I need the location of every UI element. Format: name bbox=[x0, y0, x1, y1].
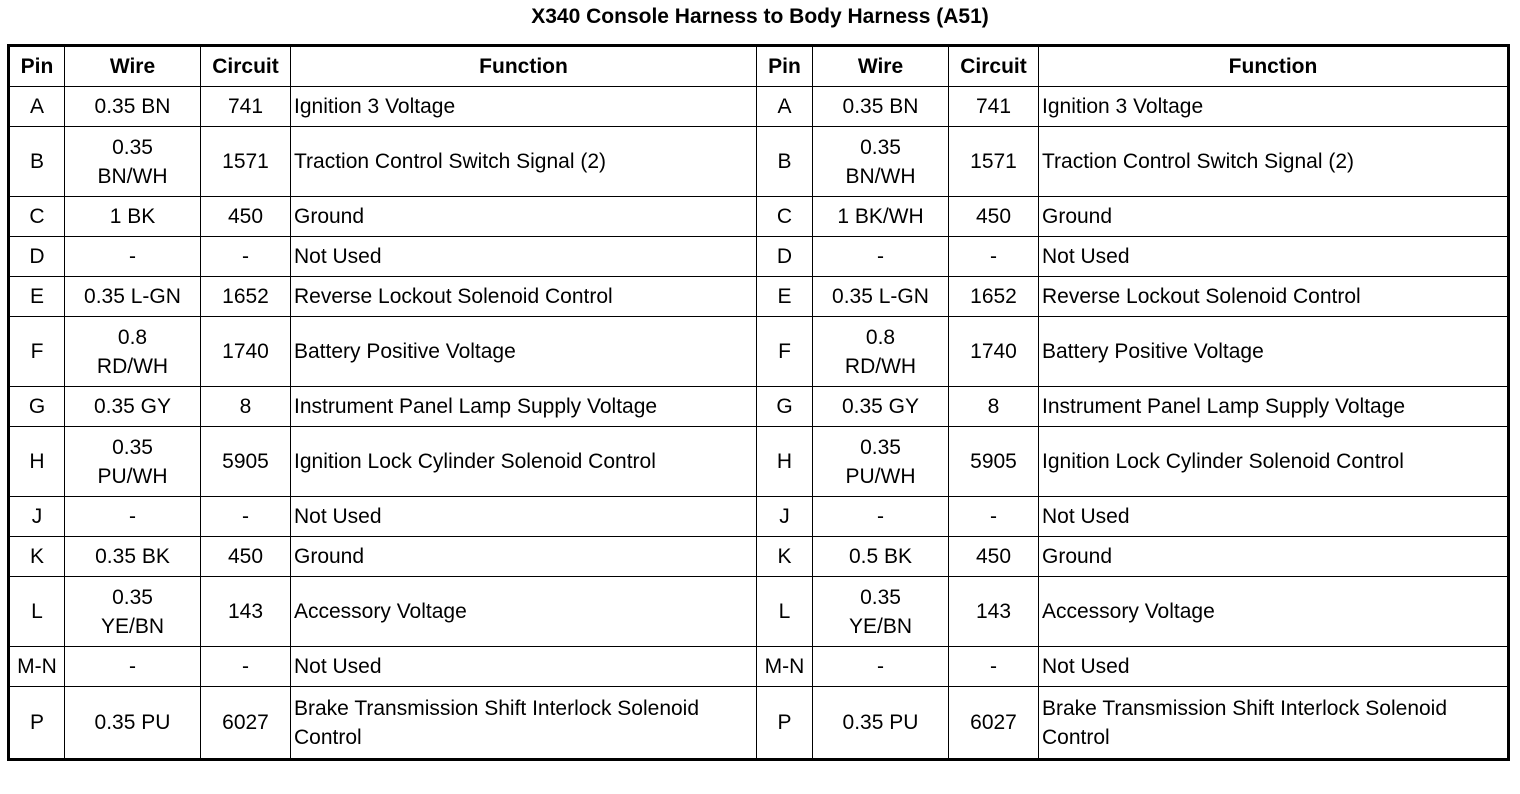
left-wire-cell: 0.35 PU bbox=[65, 687, 201, 760]
left-pin-cell: J bbox=[9, 497, 65, 537]
left-pin-cell: K bbox=[9, 537, 65, 577]
left-circuit-cell: - bbox=[201, 237, 291, 277]
left-pin-cell: A bbox=[9, 87, 65, 127]
right-wire-cell: - bbox=[813, 647, 949, 687]
right-pin-cell: B bbox=[757, 127, 813, 197]
right-function-cell: Reverse Lockout Solenoid Control bbox=[1039, 277, 1509, 317]
right-circuit-cell: 8 bbox=[949, 387, 1039, 427]
right-circuit-cell: 5905 bbox=[949, 427, 1039, 497]
right-pin-cell: L bbox=[757, 577, 813, 647]
left-wire-cell: 0.35 BK bbox=[65, 537, 201, 577]
header-function: Function bbox=[291, 46, 757, 87]
right-function-cell: Instrument Panel Lamp Supply Voltage bbox=[1039, 387, 1509, 427]
table-row bbox=[9, 87, 1509, 127]
left-circuit-cell: 1652 bbox=[201, 277, 291, 317]
right-circuit-cell: - bbox=[949, 647, 1039, 687]
left-function-cell: Ignition Lock Cylinder Solenoid Control bbox=[291, 427, 757, 497]
header-pin: Pin bbox=[9, 46, 65, 87]
right-circuit-cell: - bbox=[949, 237, 1039, 277]
table-row bbox=[9, 387, 1509, 427]
table-row bbox=[9, 537, 1509, 577]
right-pin-cell: K bbox=[757, 537, 813, 577]
left-circuit-cell: 6027 bbox=[201, 687, 291, 760]
left-wire-cell bbox=[65, 577, 201, 647]
left-circuit-cell: 450 bbox=[201, 537, 291, 577]
right-wire-text: 0.35 YE/BN bbox=[848, 585, 913, 638]
right-function-cell: Ignition 3 Voltage bbox=[1039, 87, 1509, 127]
right-pin-cell: H bbox=[757, 427, 813, 497]
right-function-cell: Not Used bbox=[1039, 647, 1509, 687]
right-wire-cell bbox=[813, 317, 949, 387]
left-circuit-cell: 450 bbox=[201, 197, 291, 237]
left-pin-cell: E bbox=[9, 277, 65, 317]
left-wire-text: 0.8 RD/WH bbox=[96, 325, 169, 378]
left-function-cell: Traction Control Switch Signal (2) bbox=[291, 127, 757, 197]
right-function-cell: Accessory Voltage bbox=[1039, 577, 1509, 647]
left-function-cell: Brake Transmission Shift Interlock Solenoid Control bbox=[291, 687, 757, 760]
right-wire-cell bbox=[813, 577, 949, 647]
table-row bbox=[9, 237, 1509, 277]
right-wire-cell: - bbox=[813, 237, 949, 277]
header-function: Function bbox=[1039, 46, 1509, 87]
table-row bbox=[9, 497, 1509, 537]
table-row bbox=[9, 647, 1509, 687]
left-pin-cell: C bbox=[9, 197, 65, 237]
left-pin-cell: G bbox=[9, 387, 65, 427]
table-row bbox=[9, 197, 1509, 237]
left-wire-cell: 1 BK bbox=[65, 197, 201, 237]
left-pin-cell: F bbox=[9, 317, 65, 387]
left-function-cell: Not Used bbox=[291, 497, 757, 537]
left-wire-cell: 0.35 BN bbox=[65, 87, 201, 127]
right-pin-cell: C bbox=[757, 197, 813, 237]
left-wire-cell: - bbox=[65, 497, 201, 537]
left-pin-cell: H bbox=[9, 427, 65, 497]
left-circuit-cell: - bbox=[201, 647, 291, 687]
left-circuit-cell: 5905 bbox=[201, 427, 291, 497]
right-wire-cell bbox=[813, 127, 949, 197]
right-wire-cell: 0.35 L-GN bbox=[813, 277, 949, 317]
left-function-cell: Instrument Panel Lamp Supply Voltage bbox=[291, 387, 757, 427]
left-wire-text: 0.35 YE/BN bbox=[100, 585, 165, 638]
left-circuit-cell: 1740 bbox=[201, 317, 291, 387]
left-wire-cell bbox=[65, 427, 201, 497]
right-pin-cell: M-N bbox=[757, 647, 813, 687]
header-pin: Pin bbox=[757, 46, 813, 87]
right-pin-cell: E bbox=[757, 277, 813, 317]
left-wire-text: 0.35 BN/WH bbox=[97, 135, 168, 188]
right-circuit-cell: 143 bbox=[949, 577, 1039, 647]
right-function-cell: Traction Control Switch Signal (2) bbox=[1039, 127, 1509, 197]
right-wire-cell: 0.5 BK bbox=[813, 537, 949, 577]
left-pin-cell: L bbox=[9, 577, 65, 647]
right-circuit-cell: - bbox=[949, 497, 1039, 537]
table-row bbox=[9, 277, 1509, 317]
right-circuit-cell: 1740 bbox=[949, 317, 1039, 387]
header-circuit: Circuit bbox=[201, 46, 291, 87]
right-pin-cell: G bbox=[757, 387, 813, 427]
left-function-cell: Not Used bbox=[291, 237, 757, 277]
right-circuit-cell: 450 bbox=[949, 197, 1039, 237]
header-circuit: Circuit bbox=[949, 46, 1039, 87]
table-row bbox=[9, 127, 1509, 197]
right-pin-cell: J bbox=[757, 497, 813, 537]
left-function-cell: Ignition 3 Voltage bbox=[291, 87, 757, 127]
right-function-cell: Not Used bbox=[1039, 237, 1509, 277]
left-wire-cell: 0.35 GY bbox=[65, 387, 201, 427]
left-function-cell: Ground bbox=[291, 537, 757, 577]
header-wire: Wire bbox=[65, 46, 201, 87]
left-pin-cell: B bbox=[9, 127, 65, 197]
right-function-cell: Battery Positive Voltage bbox=[1039, 317, 1509, 387]
right-circuit-cell: 1652 bbox=[949, 277, 1039, 317]
header-row bbox=[9, 46, 1509, 87]
right-function-cell: Ignition Lock Cylinder Solenoid Control bbox=[1039, 427, 1509, 497]
right-function-cell: Ground bbox=[1039, 537, 1509, 577]
right-pin-cell: F bbox=[757, 317, 813, 387]
table-body bbox=[9, 87, 1509, 760]
right-circuit-cell: 741 bbox=[949, 87, 1039, 127]
right-function-cell: Brake Transmission Shift Interlock Solenoid Control bbox=[1039, 687, 1509, 760]
left-wire-cell bbox=[65, 317, 201, 387]
left-wire-cell: - bbox=[65, 647, 201, 687]
left-pin-cell: P bbox=[9, 687, 65, 760]
right-wire-cell bbox=[813, 427, 949, 497]
left-function-cell: Accessory Voltage bbox=[291, 577, 757, 647]
header-wire: Wire bbox=[813, 46, 949, 87]
right-pin-cell: A bbox=[757, 87, 813, 127]
right-wire-cell: 0.35 BN bbox=[813, 87, 949, 127]
left-circuit-cell: 1571 bbox=[201, 127, 291, 197]
left-function-cell: Ground bbox=[291, 197, 757, 237]
right-wire-cell: 0.35 GY bbox=[813, 387, 949, 427]
right-wire-text: 0.8 RD/WH bbox=[844, 325, 917, 378]
right-function-cell: Not Used bbox=[1039, 497, 1509, 537]
left-circuit-cell: - bbox=[201, 497, 291, 537]
right-pin-cell: D bbox=[757, 237, 813, 277]
right-wire-cell: - bbox=[813, 497, 949, 537]
left-wire-text: 0.35 PU/WH bbox=[97, 435, 168, 488]
left-circuit-cell: 8 bbox=[201, 387, 291, 427]
right-pin-cell: P bbox=[757, 687, 813, 760]
table-title: X340 Console Harness to Body Harness (A51) bbox=[531, 5, 989, 28]
harness-pinout-table bbox=[7, 44, 1510, 761]
right-wire-cell: 1 BK/WH bbox=[813, 197, 949, 237]
left-function-cell: Not Used bbox=[291, 647, 757, 687]
table-row bbox=[9, 687, 1509, 760]
left-circuit-cell: 741 bbox=[201, 87, 291, 127]
table-row bbox=[9, 427, 1509, 497]
right-wire-cell: 0.35 PU bbox=[813, 687, 949, 760]
left-function-cell: Battery Positive Voltage bbox=[291, 317, 757, 387]
table-row bbox=[9, 577, 1509, 647]
right-circuit-cell: 6027 bbox=[949, 687, 1039, 760]
left-pin-cell: D bbox=[9, 237, 65, 277]
right-circuit-cell: 450 bbox=[949, 537, 1039, 577]
left-wire-cell: - bbox=[65, 237, 201, 277]
left-function-cell: Reverse Lockout Solenoid Control bbox=[291, 277, 757, 317]
right-function-cell: Ground bbox=[1039, 197, 1509, 237]
left-wire-cell: 0.35 L-GN bbox=[65, 277, 201, 317]
left-circuit-cell: 143 bbox=[201, 577, 291, 647]
right-circuit-cell: 1571 bbox=[949, 127, 1039, 197]
right-wire-text: 0.35 BN/WH bbox=[845, 135, 916, 188]
right-wire-text: 0.35 PU/WH bbox=[845, 435, 916, 488]
left-wire-cell bbox=[65, 127, 201, 197]
table-row bbox=[9, 317, 1509, 387]
left-pin-cell: M-N bbox=[9, 647, 65, 687]
